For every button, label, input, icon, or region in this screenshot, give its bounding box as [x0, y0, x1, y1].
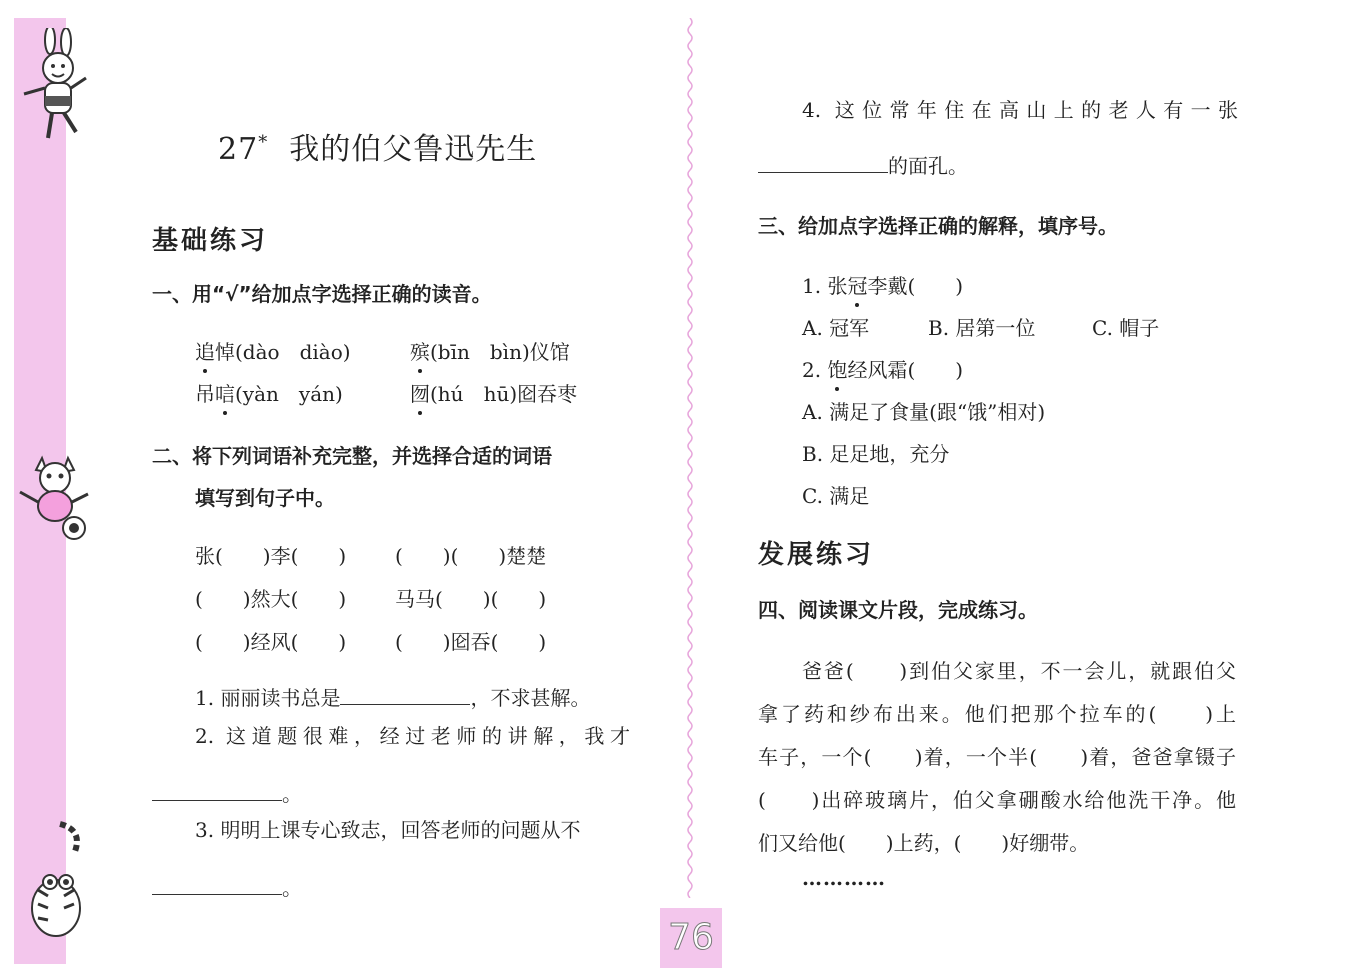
passage-line: 们又给他( )上药，( )好绷带。 [758, 831, 1090, 855]
idiom-1: 1. 张冠李戴( ) [802, 274, 964, 298]
option: C. 帽子 [1092, 316, 1160, 340]
question-3: 三、给加点字选择正确的解释，填序号。 [758, 214, 1118, 238]
fill-word: ( )然大( ) [195, 587, 347, 611]
sentence-1: 1. 丽丽读书总是 ，不求甚解。 [195, 686, 591, 710]
passage-line: ( )出碎玻璃片，伯父拿硼酸水给他洗干净。他 [758, 788, 1236, 812]
section-basic-heading: 基础练习 [152, 226, 269, 256]
question-4: 四、阅读课文片段，完成练习。 [758, 598, 1038, 622]
idiom-2: 2. 饱经风霜( ) [802, 358, 964, 382]
sentence-4: 4. 这位常年住在高山上的老人有一张 [802, 98, 1238, 122]
fill-word: 马马( )( ) [395, 587, 547, 611]
sentence-2: 2. 这道题很难，经过老师的讲解，我才 [195, 724, 630, 748]
fill-word: ( )( )楚楚 [395, 544, 547, 568]
option: C. 满足 [802, 484, 870, 508]
option: A. 满足了食量(跟“饿”相对) [802, 400, 1046, 424]
fill-word: ( )囵吞( ) [395, 630, 547, 654]
cat-mascot-icon [14, 450, 94, 542]
section-development-heading: 发展练习 [758, 540, 875, 570]
pinyin-item-1: 追悼(dào diào) [195, 340, 351, 364]
page-number: 76 [660, 908, 722, 968]
question-1: 一、用“√”给加点字选择正确的读音。 [152, 282, 492, 306]
passage-line: 车子，一个( )着，一个半( )着，爸爸拿镊子 [758, 745, 1236, 769]
tiger-mascot-icon [14, 820, 96, 938]
option: A. 冠军 [802, 316, 870, 340]
passage-line: 拿了药和纱布出来。他们把那个拉车的( )上 [758, 702, 1236, 726]
sentence-3: 3. 明明上课专心致志，回答老师的问题从不 [195, 818, 581, 842]
fill-word: 张( )李( ) [195, 544, 347, 568]
rabbit-mascot-icon [14, 28, 94, 143]
page-title: 27* 我的伯父鲁迅先生 [218, 132, 538, 167]
page-spine [684, 18, 696, 898]
option: B. 足足地，充分 [802, 442, 950, 466]
question-2-line-1: 二、将下列词语补充完整，并选择合适的词语 [152, 444, 552, 468]
sentence-3-answer: 。 [152, 872, 302, 901]
pinyin-item-4: 囫(hú hū)囵吞枣 [410, 382, 578, 406]
sentence-4-answer: 的面孔。 [758, 150, 968, 179]
pinyin-item-2: 殡(bīn bìn)仪馆 [410, 340, 570, 364]
fill-word: ( )经风( ) [195, 630, 347, 654]
question-2-line-2: 填写到句子中。 [195, 486, 335, 510]
pinyin-item-3: 吊唁(yàn yán) [195, 382, 343, 406]
sentence-2-answer: 。 [152, 778, 302, 807]
option: B. 居第一位 [928, 316, 1036, 340]
ellipsis: ………… [802, 866, 886, 890]
passage-line: 爸爸( )到伯父家里，不一会儿，就跟伯父 [802, 659, 1236, 683]
